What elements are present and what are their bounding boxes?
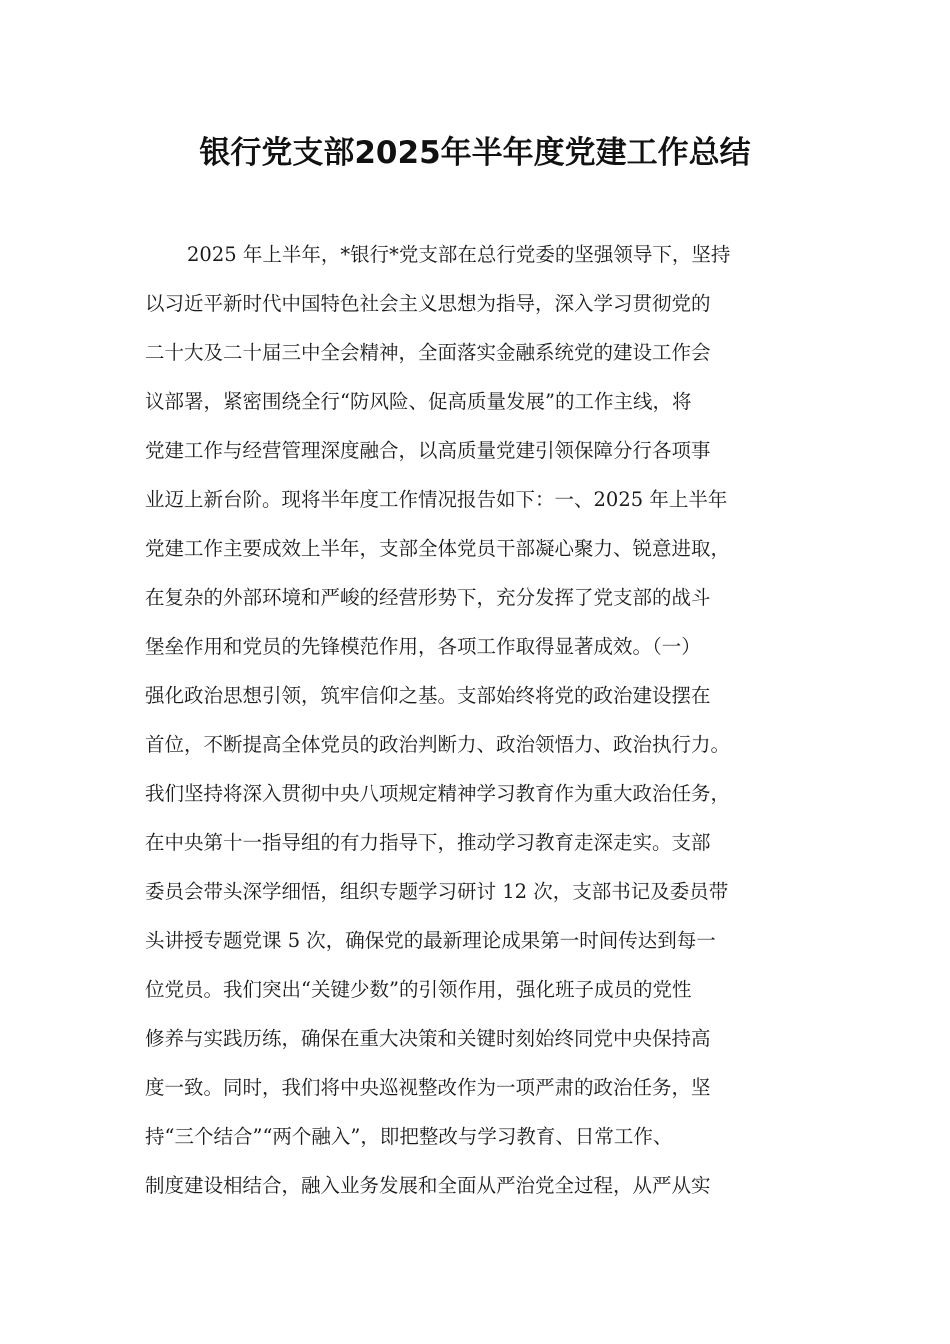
body-line: 度一致。同时，我们将中央巡视整改作为一项严肃的政治任务，坚 bbox=[145, 1076, 711, 1099]
body-line: 委员会带头深学细悟，组织专题学习研讨 12 次，支部书记及委员带 bbox=[145, 880, 729, 903]
body-line: 头讲授专题党课 5 次，确保党的最新理论成果第一时间传达到每一 bbox=[145, 929, 716, 952]
body-line: 首位，不断提高全体党员的政治判断力、政治领悟力、政治执行力。 bbox=[145, 733, 731, 756]
body-line: 二十大及二十届三中全会精神，全面落实金融系统党的建设工作会 bbox=[145, 341, 711, 364]
body-line: 在中央第十一指导组的有力指导下，推动学习教育走深走实。支部 bbox=[145, 831, 711, 854]
body-line: 党建工作主要成效上半年，支部全体党员干部凝心聚力、锐意进取， bbox=[145, 537, 731, 560]
body-line: 以习近平新时代中国特色社会主义思想为指导，深入学习贯彻党的 bbox=[145, 292, 711, 315]
body-line: 持“三个结合”“两个融入”，即把整改与学习教育、日常工作、 bbox=[145, 1125, 673, 1148]
body-line: 我们坚持将深入贯彻中央八项规定精神学习教育作为重大政治任务， bbox=[145, 782, 731, 805]
body-line: 制度建设相结合，融入业务发展和全面从严治党全过程，从严从实 bbox=[145, 1174, 711, 1197]
document-body bbox=[145, 230, 810, 1210]
body-line: 业迈上新台阶。现将半年度工作情况报告如下：一、2025 年上半年 bbox=[145, 488, 728, 511]
body-line: 党建工作与经营管理深度融合，以高质量党建引领保障分行各项事 bbox=[145, 439, 711, 462]
body-line: 堡垒作用和党员的先锋模范作用，各项工作取得显著成效。（一） bbox=[145, 635, 701, 658]
body-line: 修养与实践历练，确保在重大决策和关键时刻始终同党中央保持高 bbox=[145, 1027, 711, 1050]
body-line: 强化政治思想引领，筑牢信仰之基。支部始终将党的政治建设摆在 bbox=[145, 684, 711, 707]
body-line: 位党员。我们突出“关键少数”的引领作用，强化班子成员的党性 bbox=[145, 978, 692, 1001]
body-line: 在复杂的外部环境和严峻的经营形势下，充分发挥了党支部的战斗 bbox=[145, 586, 711, 609]
document-title: 银行党支部2025年半年度党建工作总结 bbox=[199, 135, 751, 171]
body-line: 2025 年上半年，*银行*党支部在总行党委的坚强领导下，坚持 bbox=[187, 243, 731, 266]
body-line: 议部署，紧密围绕全行“防风险、促高质量发展”的工作主线，将 bbox=[145, 390, 692, 413]
